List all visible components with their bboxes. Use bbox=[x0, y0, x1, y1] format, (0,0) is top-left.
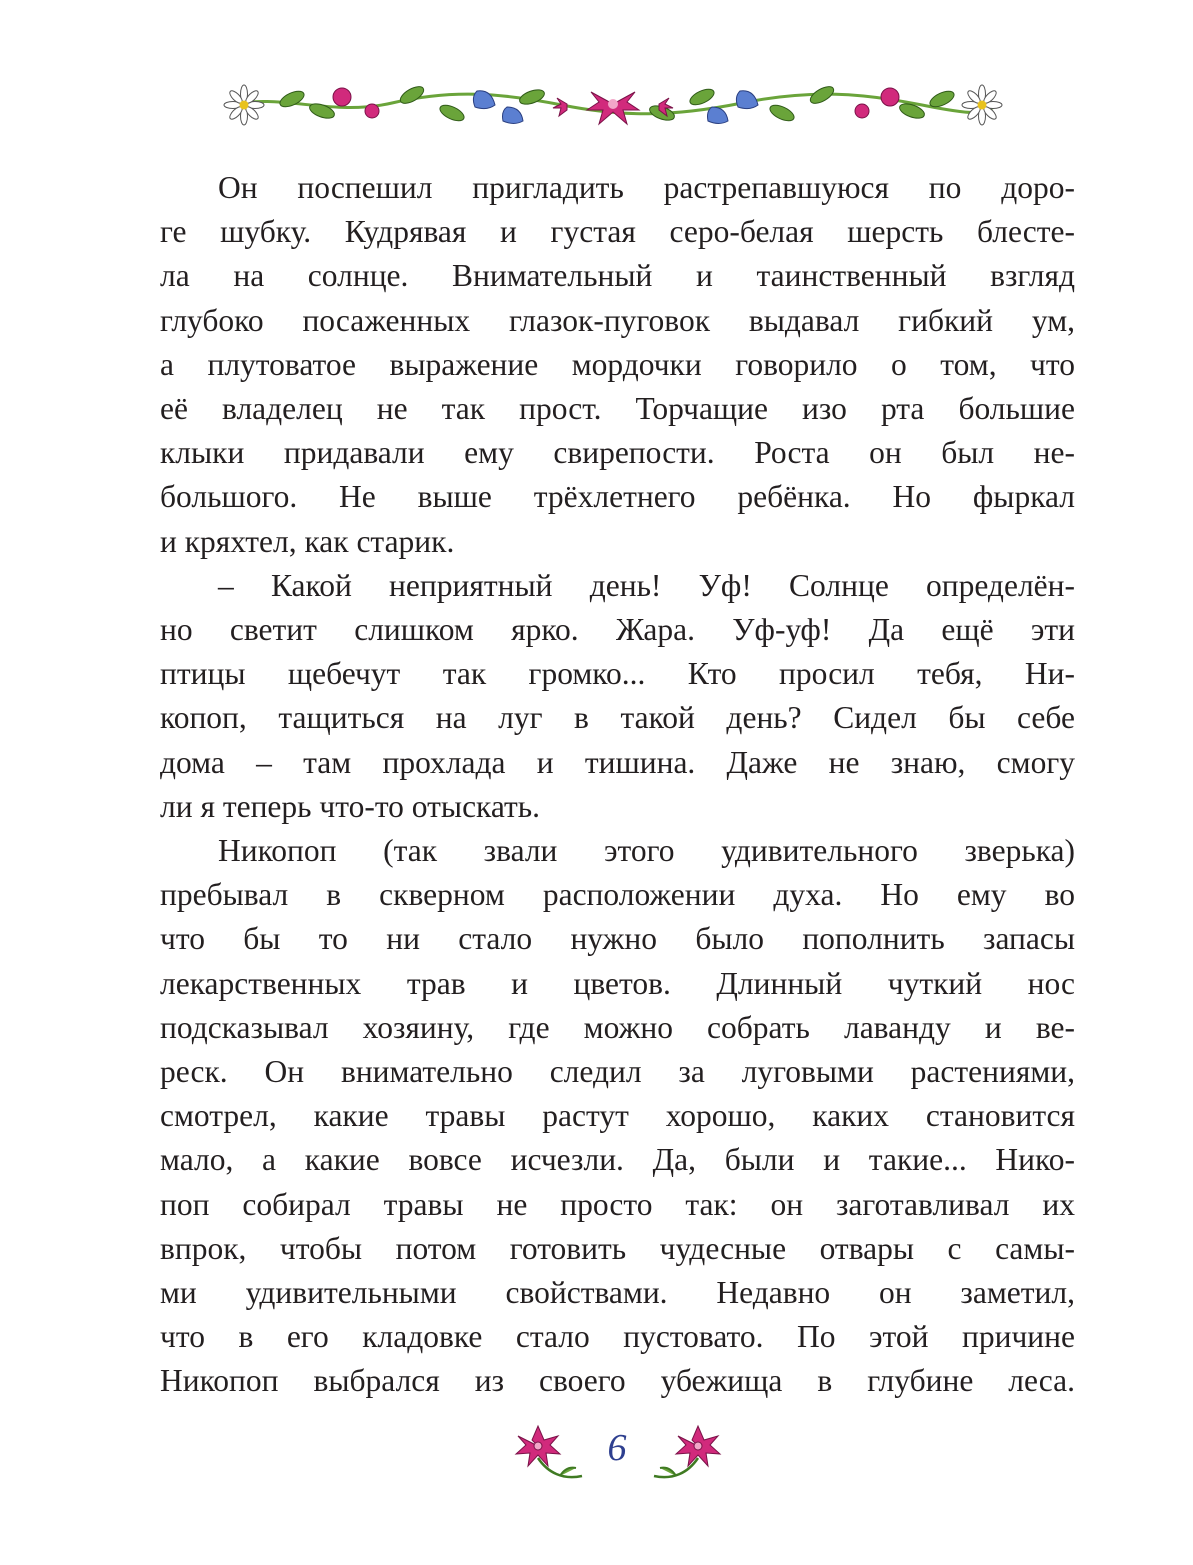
text-line: впрок, чтобы потом готовить чудесные отвары с самы- bbox=[160, 1230, 1075, 1266]
text-line: Он поспешил пригладить растрепавшуюся по доро- bbox=[218, 170, 1075, 205]
text-line: смотрел, какие травы растут хорошо, каких становится bbox=[160, 1098, 1075, 1134]
text-line: ли я теперь что-то отыскать. bbox=[160, 788, 541, 824]
text-line: и кряхтел, как старик. bbox=[160, 523, 455, 559]
text-line: Никопоп (так звали этого удивительного зверька) bbox=[218, 833, 1075, 869]
body-text bbox=[160, 166, 1075, 1404]
page-footer bbox=[0, 1418, 1193, 1498]
floral-border-icon bbox=[222, 75, 1004, 133]
text-line: реск. Он внимательно следил за луговыми растениями, bbox=[160, 1054, 1075, 1090]
carnation-icon bbox=[587, 92, 639, 124]
text-line: большого. Не выше трёхлетнего ребёнка. Но фыркал bbox=[160, 479, 1075, 515]
paragraph-2 bbox=[160, 564, 1075, 829]
text-line: ми удивительными свойствами. Недавно он заметил, bbox=[160, 1275, 1075, 1311]
daisy-icon bbox=[224, 85, 264, 125]
text-line: Никопоп выбрался из своего убежища в глубине леса. bbox=[160, 1363, 1075, 1399]
paragraph-1 bbox=[160, 166, 1075, 564]
text-line: дома – там прохлада и тишина. Даже не знаю, смогу bbox=[160, 744, 1075, 780]
text-line: её владелец не так прост. Торчащие изо рта большие bbox=[160, 391, 1075, 427]
text-line: ла на солнце. Внимательный и таинственный взгляд bbox=[160, 258, 1075, 294]
page-number: 6 bbox=[607, 1427, 627, 1469]
pink-carnation-icon bbox=[650, 1418, 728, 1488]
daisy-icon bbox=[962, 85, 1002, 125]
text-line: клыки придавали ему свирепости. Роста он был не- bbox=[160, 435, 1075, 471]
text-line: ге шубку. Кудрявая и густая серо-белая шерсть блесте- bbox=[160, 214, 1075, 250]
pink-carnation-icon bbox=[508, 1418, 586, 1488]
text-line: что в его кладовке стало пустовато. По этой причине bbox=[160, 1319, 1075, 1355]
paragraph-3 bbox=[160, 829, 1075, 1404]
text-line: поп собирал травы не просто так: он заготавливал их bbox=[160, 1186, 1075, 1222]
text-line: птицы щебечут так громко... Кто просил тебя, Ни- bbox=[160, 656, 1075, 692]
text-line: что бы то ни стало нужно было пополнить запасы bbox=[160, 921, 1075, 957]
text-line: подсказывал хозяину, где можно собрать лаванду и ве- bbox=[160, 1009, 1075, 1045]
text-line: но светит слишком ярко. Жара. Уф-уф! Да ещё эти bbox=[160, 612, 1075, 648]
text-line: а плутоватое выражение мордочки говорило о том, что bbox=[160, 346, 1075, 382]
text-line: пребывал в скверном расположении духа. Но ему во bbox=[160, 877, 1075, 913]
text-line: мало, а какие вовсе исчезли. Да, были и такие... Нико- bbox=[160, 1142, 1075, 1178]
text-line: копоп, тащиться на луг в такой день? Сидел бы себе bbox=[160, 700, 1075, 736]
text-line: глубоко посаженных глазок-пуговок выдавал гибкий ум, bbox=[160, 302, 1075, 338]
text-line: лекарственных трав и цветов. Длинный чуткий нос bbox=[160, 965, 1075, 1001]
text-line: – Какой неприятный день! Уф! Солнце определён- bbox=[218, 567, 1075, 603]
